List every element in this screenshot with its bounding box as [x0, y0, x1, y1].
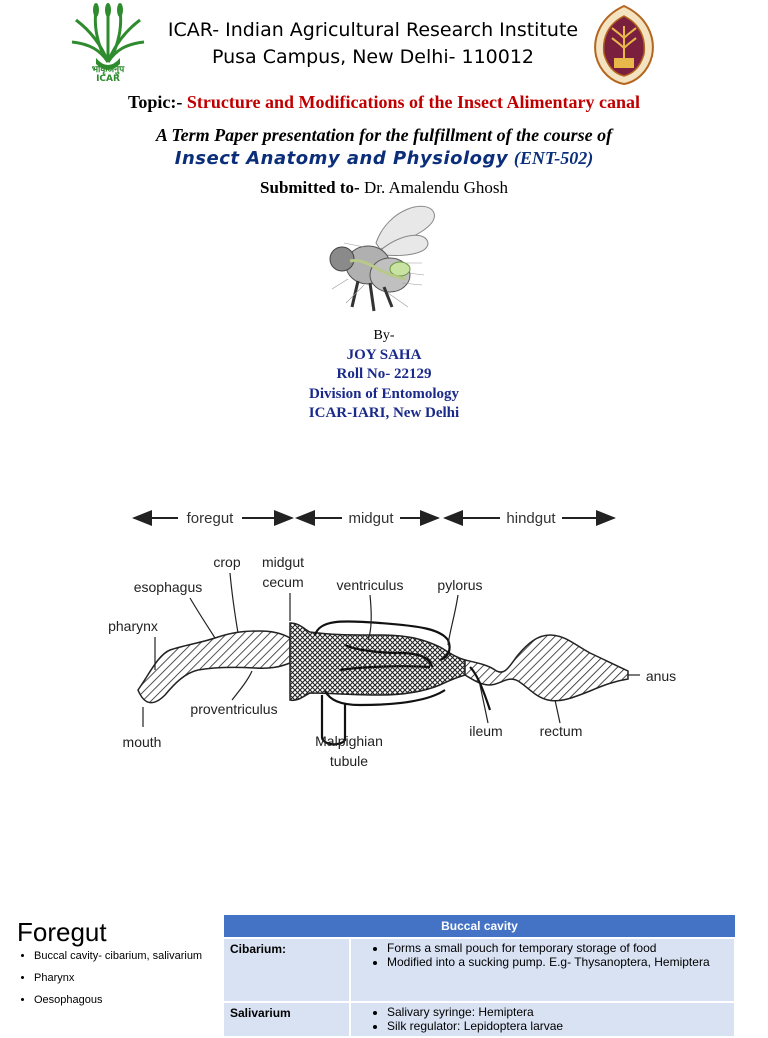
proventriculus-label: proventriculus: [190, 701, 278, 717]
institute-line-2: Pusa Campus, New Delhi- 110012: [211, 46, 535, 68]
table-point: • Salivary syringe: Hemiptera: [387, 1006, 728, 1020]
author-block: [0, 346, 768, 424]
foregut-title: Foregut: [17, 917, 107, 947]
hindgut-tube: [465, 635, 628, 701]
table-point: • Forms a small pouch for temporary storage of food: [387, 942, 728, 956]
malpighian-line1: Malpighian: [315, 733, 383, 749]
course-name: Insect Anatomy and Physiology: [174, 148, 509, 169]
submitted-line: [0, 178, 768, 198]
topic-title: Structure and Modifications of the Insect Alimentary canal: [186, 92, 640, 112]
table-row-key: Salivarium: [224, 1002, 350, 1037]
pharynx-label: pharynx: [108, 618, 158, 634]
hindgut-region-label: hindgut: [506, 510, 556, 527]
esophagus-label: esophagus: [133, 579, 203, 595]
table-header: Buccal cavity: [224, 915, 735, 938]
topic-line: [0, 92, 768, 113]
anus-label: anus: [645, 668, 677, 684]
rectum-label: rectum: [539, 723, 583, 739]
ventriculus-label: ventriculus: [336, 577, 404, 593]
iari-logo: [582, 2, 666, 86]
course-code: (ENT-502): [513, 148, 594, 168]
foregut-region-label: foregut: [186, 510, 234, 527]
mouth-label: mouth: [122, 734, 162, 750]
term-paper-line: A Term Paper presentation for the fulfillment of the course of: [155, 125, 613, 145]
ileum-label: ileum: [469, 723, 503, 739]
table-row-key: Cibarium:: [224, 938, 350, 1002]
institute-line-1: ICAR- Indian Agricultural Research Institute: [167, 19, 579, 41]
foregut-tube: [138, 631, 290, 703]
institute-name: [133, 17, 613, 71]
table-row: [224, 938, 735, 1002]
malpighian-label: [315, 733, 383, 769]
midgut-region-label: midgut: [348, 510, 394, 527]
submitted-name: Dr. Amalendu Ghosh: [363, 178, 508, 197]
foregut-item: • Pharynx: [34, 972, 214, 984]
midgut-cecum-label: [262, 554, 304, 590]
midgut-cecum-line1: midgut: [261, 554, 305, 570]
foregut-item: • Buccal cavity- cibarium, salivarium: [34, 950, 214, 962]
table-point: • Modified into a sucking pump. E.g- Thysanoptera, Hemiptera: [387, 956, 728, 970]
table-row: [224, 1002, 735, 1037]
alimentary-canal-diagram: [0, 495, 768, 785]
table-row-points: [350, 1002, 735, 1037]
midgut-cecum-line2: cecum: [262, 574, 304, 590]
foregut-list: [10, 950, 214, 1016]
topic-label: Topic:-: [128, 92, 183, 112]
author-roll: Roll No- 22129: [336, 366, 432, 383]
pylorus-label: pylorus: [437, 577, 483, 593]
table-point: • Silk regulator: Lepidoptera larvae: [387, 1020, 728, 1034]
icar-logo-text: भाकृअनुप ICAR: [91, 65, 125, 84]
malpighian-line2: tubule: [329, 753, 369, 769]
author-institute: ICAR-IARI, New Delhi: [308, 405, 460, 422]
author-division: Division of Entomology: [308, 385, 459, 402]
course-line: [0, 148, 768, 169]
honeybee-illustration: [318, 203, 450, 323]
author-name: JOY SAHA: [346, 347, 422, 363]
table-header-row: [224, 915, 735, 938]
submitted-label: Submitted to-: [260, 178, 360, 197]
table-row-points: [350, 938, 735, 1002]
foregut-item: • Oesophagous: [34, 994, 214, 1006]
crop-label: crop: [213, 554, 241, 570]
buccal-cavity-table: [224, 915, 736, 1038]
by-label: By-: [373, 328, 395, 343]
